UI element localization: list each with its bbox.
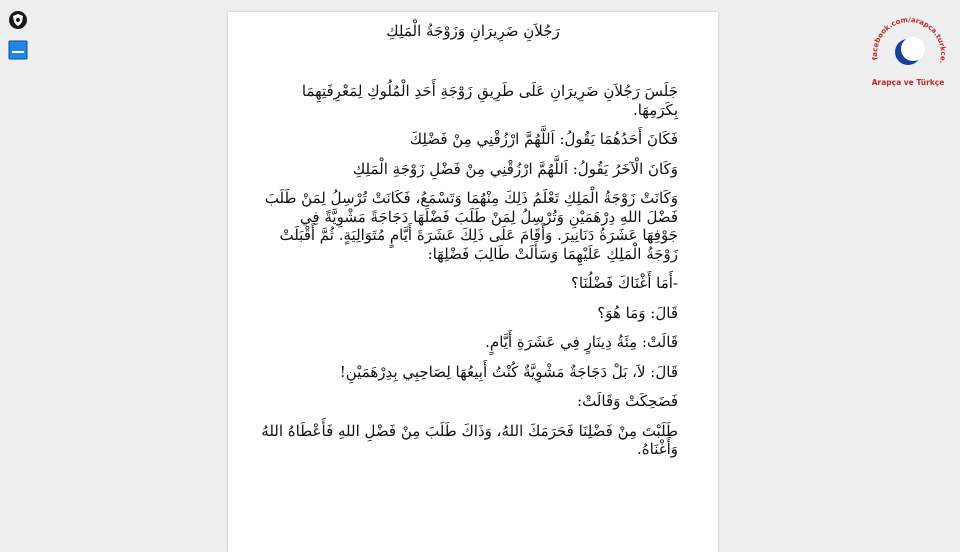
paragraph: قَالَتْ: مِئَةُ دِينَارٍ فِي عَشَرَةِ أَيَّامٍ. bbox=[485, 333, 678, 351]
paragraph: فَكَانَ أَحَدُهُمَا يَقُولُ: اَللَّهُمَّ ارْزُقْنِي مِنْ فَضْلِكَ bbox=[409, 130, 678, 148]
paragraph: جَلَسَ رَجُلاَنِ ضَرِيرَانِ عَلَى طَرِيقِ زَوْجَةِ أَحَدِ الْمُلُوكِ لِمَعْرِفَتِهِمَا بِكَرَمِهَا. bbox=[301, 82, 678, 119]
shield-icon[interactable] bbox=[8, 10, 28, 30]
document-page bbox=[228, 12, 718, 552]
paragraph: قَالَ: لاَ، بَلْ دَجَاجَةٌ مَشْوِيَّةٌ كُنْتُ أَبِيعُهَا لِصَاحِبِي بِدِرْهَمَيْنِ! bbox=[339, 362, 678, 381]
paragraph: وَكَانَتْ زَوْجَةُ الْمَلِكِ تَعْلَمُ ذَلِكَ مِنْهُمَا وَتَسْمَعُ، فَكَانَتْ تُرْسِلُ لِمَنْ طَلَبَ فَضْلَ اللهِ دِرْهَمَيْنِ وَتُرْسِلُ لِمَنْ طَلَبَ فَضْلَهَا دَجَاجَةً مَشْوِيَّةً فِي جَوْفِهَا عَشَرَةُ دَنَانِيرَ. وَأَقَامَ عَلَى ذَلِكَ عَشَرَةَ أَيَّامٍ مُتَوَالِيَةٍ. ثُمَّ أَقْبَلَتْ زَوْجَةُ الْمَلِكِ عَلَيْهِمَا وَسَأَلَتْ طَالِبَ فَضْلِهَا: bbox=[264, 189, 678, 263]
brand-logo bbox=[866, 12, 950, 96]
logo-bottom-text: Arapça ve Türkçe bbox=[871, 78, 945, 87]
paragraph: وَكَانَ الْآخَرُ يَقُولُ: اَللَّهُمَّ ارْزُقْنِي مِنْ فَضْلِ زَوْجَةِ الْمَلِكِ bbox=[352, 159, 678, 178]
document-title: رَجُلاَنِ ضَرِيرَانِ وَزَوْجَةُ الْمَلِكِ bbox=[386, 22, 560, 40]
textbox-icon[interactable] bbox=[8, 40, 28, 60]
logo-arc-text: facebook.com/arapca.turkce. bbox=[870, 15, 948, 65]
paragraph: قَالَ: وَمَا هُوَ؟ bbox=[597, 303, 678, 322]
document-body bbox=[260, 82, 678, 470]
paragraph: -أَمَا أَغْنَاكَ فَضْلُنَا؟ bbox=[570, 274, 678, 292]
paragraph: فَضَحِكَتْ وَقَالَتْ: bbox=[577, 392, 678, 410]
paragraph: طَلَبْتَ مِنْ فَضْلِنَا فَحَرَمَكَ اللهُ، وَذَاكَ طَلَبَ مِنْ فَضْلِ اللهِ فَأَعْطَاهُ اللهُ وَأَغْنَاهُ. bbox=[261, 421, 678, 458]
